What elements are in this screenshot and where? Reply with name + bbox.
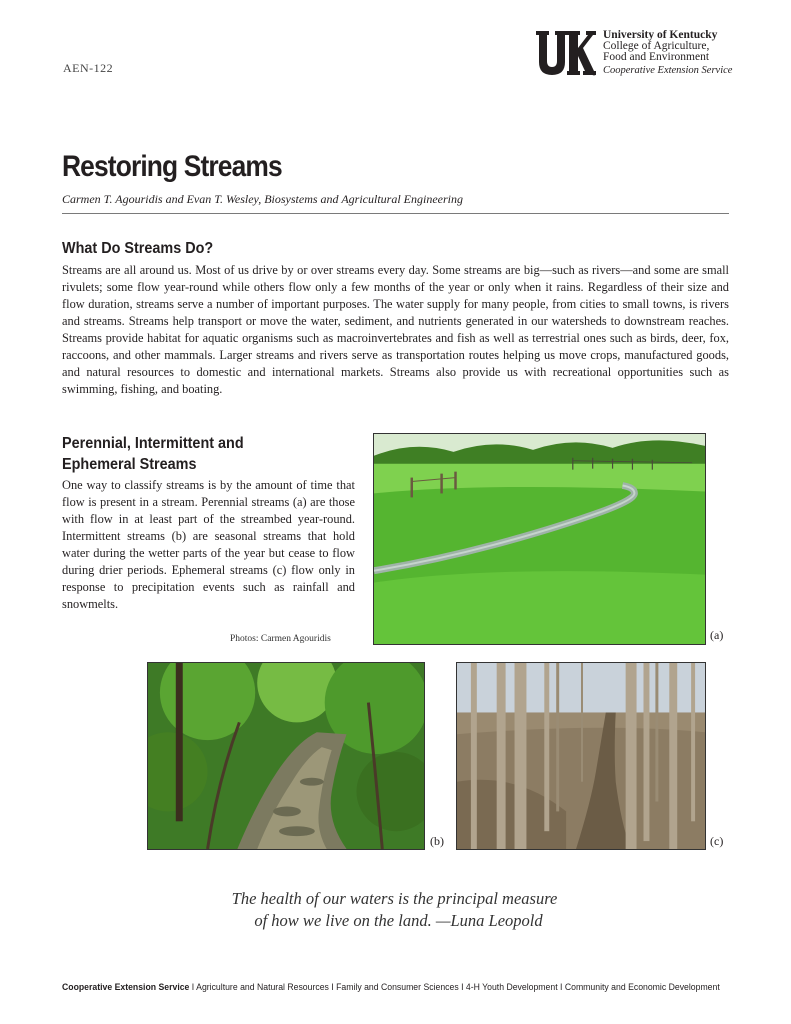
footer-program-list: I Agriculture and Natural Resources I Family and Consumer Sciences I 4-H Youth Development I Community and Economic Development: [191, 982, 720, 993]
heading-line-2: Ephemeral Streams: [62, 456, 197, 473]
photo-label-b: (b): [430, 834, 444, 848]
university-name: University of Kentucky: [603, 29, 718, 41]
college-line-2: Food and Environment: [603, 51, 710, 63]
organization-block: [603, 30, 732, 76]
leopold-quote: [0, 888, 791, 932]
publication-number: AEN-122: [63, 61, 114, 75]
svg-text:®: ®: [592, 72, 596, 77]
photo-ephemeral-stream: [456, 662, 706, 850]
section-heading-stream-types: [62, 433, 269, 475]
college-line-1: College of Agriculture,: [603, 40, 710, 52]
photo-credit: Photos: Carmen Agouridis: [230, 634, 331, 644]
footer-service-name: Cooperative Extension Service: [62, 982, 190, 993]
quote-line-1: The health of our waters is the principal measure: [231, 889, 558, 908]
section-body-stream-types: One way to classify streams is by the amount of time that flow is present in a stream. Perennial streams (a) are those with flow in at least part of the streambed year-round. Intermittent streams (b) are seasonal streams that hold water during the wetter parts of the year but cease to flow during drier periods. Ephemeral streams (c) flow only in response to precipitation events such as rainfall and snowmelts.: [62, 478, 355, 611]
photo-label-a: (a): [710, 628, 724, 642]
photo-intermittent-stream: [147, 662, 425, 850]
uk-logo: [536, 31, 596, 77]
quote-line-2: of how we live on the land. —Luna Leopold: [254, 911, 543, 930]
extension-service: Cooperative Extension Service: [603, 65, 733, 76]
footer-programs: [62, 982, 720, 993]
authors-line: Carmen T. Agouridis and Evan T. Wesley, Biosystems and Agricultural Engineering: [62, 192, 463, 206]
document-title: Restoring Streams: [62, 150, 282, 183]
section-heading-what-do-streams-do: What Do Streams Do?: [62, 240, 214, 257]
section-body-what-do-streams-do: Streams are all around us. Most of us drive by or over streams every day. Some streams are big—such as rivers—and some are small rivulets; some flow year-round while others flow only a few months of the year or only when it rains. Regardless of their size and flow duration, streams serve a number of important purposes. The water supply for many people, from cities to small towns, is rivers and streams. Streams help transport or move the water, sediment, and nutrients generated in our watersheds to downstream reaches. Streams provide habitat for aquatic organisms such as macroinvertebrates and fish as well as terrestrial ones such as birds, deer, fox, raccoons, and other mammals. Larger streams and rivers serve as transportation routes helping us move crops, manufactured goods, and natural resources to domestic and international markets. Streams also provide us with recreational opportunities such as swimming, fishing, and boating.: [62, 263, 729, 396]
photo-perennial-stream: [373, 433, 706, 645]
heading-line-1: Perennial, Intermittent and: [62, 435, 244, 452]
photo-label-c: (c): [710, 834, 724, 848]
title-divider: [62, 213, 729, 214]
